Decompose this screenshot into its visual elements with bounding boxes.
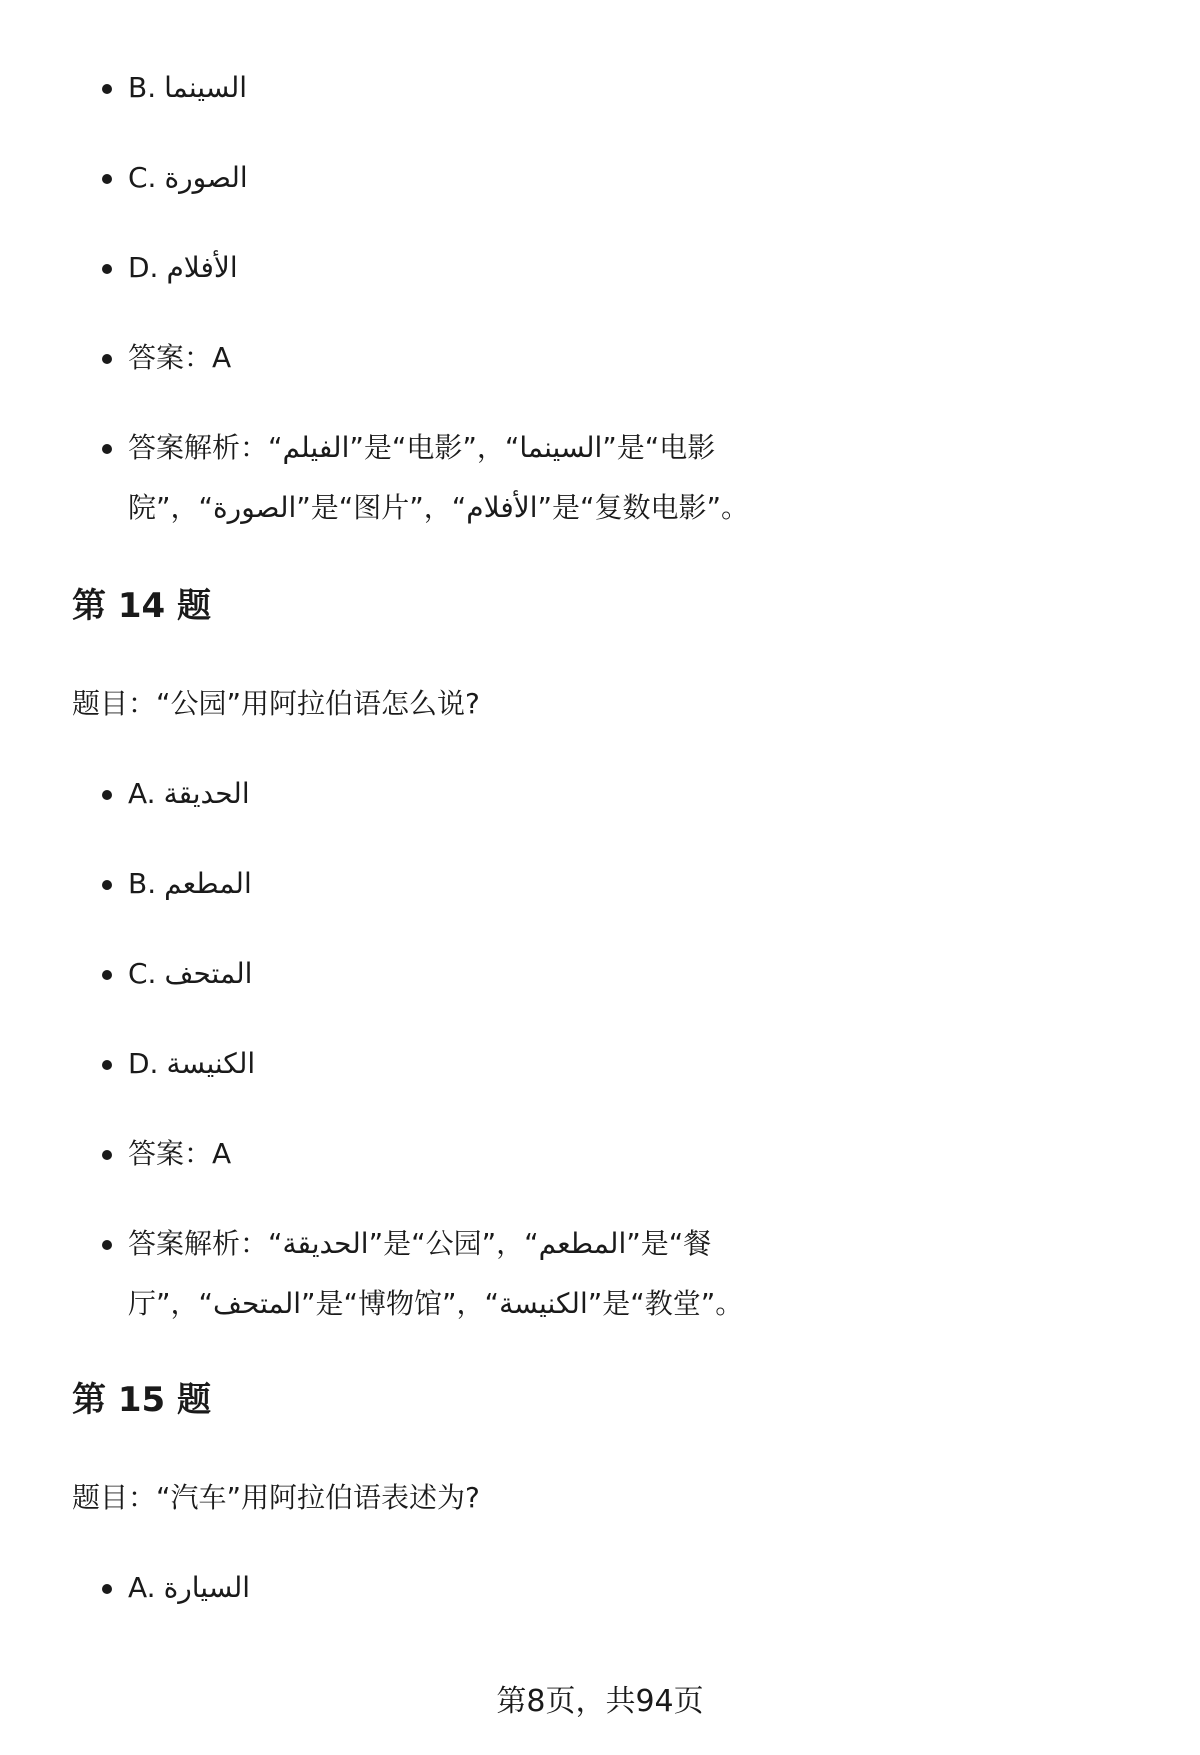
expl-arabic: المطعم [538,1227,627,1260]
expl-text: ”是“图片”，“ [296,491,467,524]
bullet-icon [102,790,112,800]
bullet-icon [102,1060,112,1070]
option-arabic: الأفلام [166,251,238,284]
explanation-line-1 [128,418,888,478]
bullet-icon [102,880,112,890]
expl-arabic: المتحف [213,1287,302,1320]
expl-text: ”是“公园”，“ [368,1227,539,1260]
q15-option-a [128,1558,250,1618]
option-letter: A. [128,1571,156,1604]
q13-option-b [128,58,247,118]
bullet-icon [102,970,112,980]
option-letter: D. [128,251,159,284]
expl-text: 答案解析：“ [128,1227,283,1260]
q13-option-c [128,148,248,208]
expl-text: ”是“博物馆”，“ [301,1287,500,1320]
expl-text: ”是“电影”，“ [349,431,520,464]
option-arabic: الصورة [164,161,248,194]
expl-text: ”是“复数电影”。 [537,491,750,524]
answer-text: 答案：A [128,341,232,374]
q15-question: 题目：“汽车”用阿拉伯语表述为? [72,1481,480,1514]
option-letter: B. [128,71,157,104]
option-arabic: المطعم [164,867,252,900]
q14-option-a [128,764,250,824]
q14-option-c [128,944,252,1004]
bullet-icon [102,1150,112,1160]
option-letter: A. [128,777,156,810]
option-letter: D. [128,1047,159,1080]
expl-text: 院”，“ [128,491,214,524]
bullet-icon [102,264,112,274]
expl-arabic: الأفلام [466,491,538,524]
bullet-icon [102,84,112,94]
option-arabic: المتحف [164,957,253,990]
q13-explanation [128,418,888,538]
expl-arabic: السينما [519,431,603,464]
bullet-icon [102,444,112,454]
option-arabic: الكنيسة [166,1047,256,1080]
explanation-line-1 [128,1214,888,1274]
q13-answer [128,328,231,388]
q13-option-d [128,238,238,298]
expl-text: ”是“教堂”。 [587,1287,744,1320]
expl-text: ”是“餐 [626,1227,712,1260]
explanation-line-2 [128,478,888,538]
option-arabic: الحديقة [163,777,250,810]
option-arabic: السينما [164,71,248,104]
q15-heading: 第 15 题 [72,1380,211,1420]
q14-heading: 第 14 题 [72,586,211,626]
option-arabic: السيارة [163,1571,251,1604]
q14-option-b [128,854,252,914]
q14-answer [128,1124,231,1184]
q14-explanation [128,1214,888,1334]
q14-option-d [128,1034,255,1094]
option-letter: C. [128,161,157,194]
expl-arabic: الكنيسة [499,1287,588,1320]
expl-text: ”是“电影 [602,431,716,464]
option-letter: C. [128,957,157,990]
explanation-line-2 [128,1274,888,1334]
bullet-icon [102,1240,112,1250]
expl-text: 厅”，“ [128,1287,214,1320]
q14-question: 题目：“公园”用阿拉伯语怎么说? [72,687,480,720]
page-number-footer: 第8页，共94页 [496,1684,704,1719]
bullet-icon [102,1584,112,1594]
bullet-icon [102,354,112,364]
bullet-icon [102,174,112,184]
option-letter: B. [128,867,157,900]
expl-text: 答案解析：“ [128,431,283,464]
expl-arabic: الحديقة [282,1227,369,1260]
answer-text: 答案：A [128,1137,232,1170]
expl-arabic: الصورة [213,491,297,524]
expl-arabic: الفيلم [282,431,350,464]
